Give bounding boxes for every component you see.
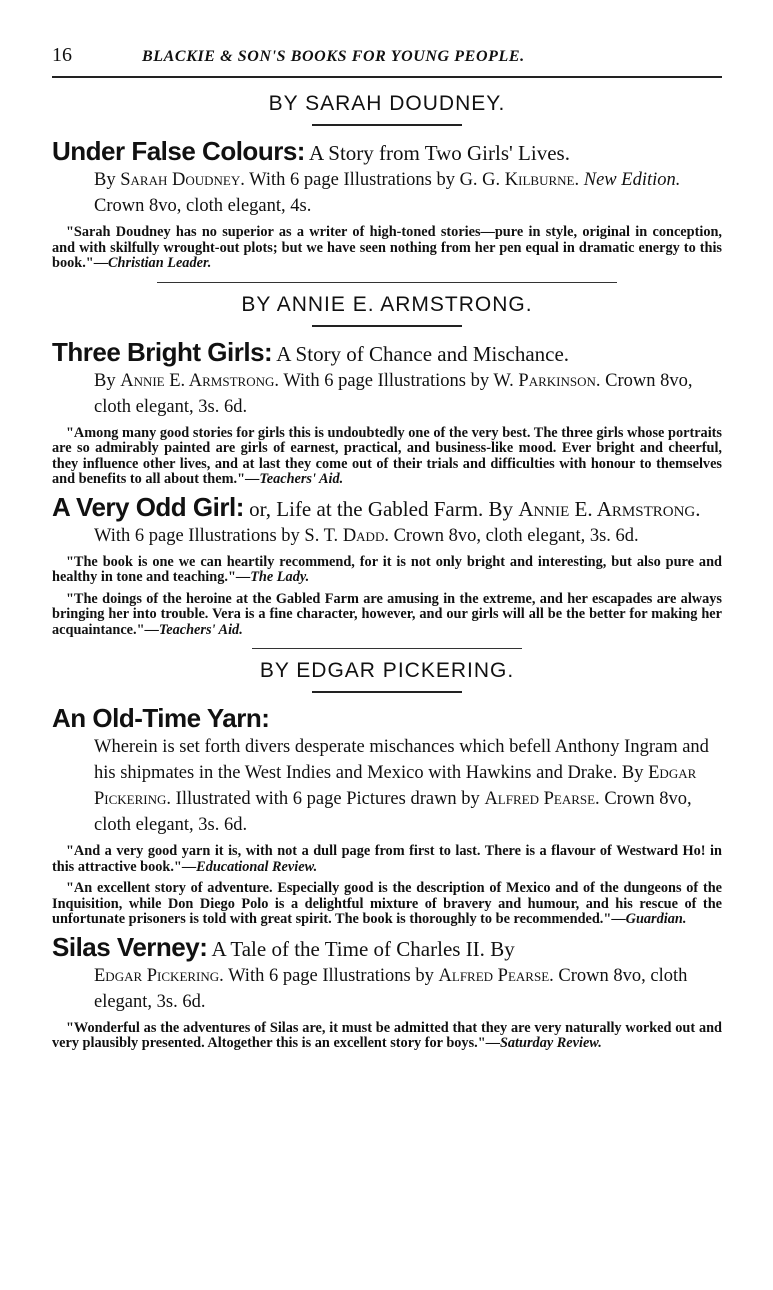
book-illustrator: Kilburne.	[504, 170, 580, 190]
review-quote: "An excellent story of adventure. Especially good is the description of Mexico and of the dungeons of the Inquisition, while Don Diego Polo is a delightful mixture of bravery and humour, and his rescue of the unfortunate prisoners is told with great spirit. The book is thoroughly to be recommended."—Guardian.	[52, 880, 722, 927]
book-details: Edgar Pickering. With 6 page Illustrations by Alfred Pearse. Crown 8vo, cloth elegant, 3s. 6d.	[94, 965, 688, 1012]
review-source: Guardian.	[625, 911, 687, 927]
book-author: Edgar Pickering.	[94, 763, 697, 809]
author-heading: BY ANNIE E. ARMSTRONG.	[241, 292, 533, 316]
author-heading: BY SARAH DOUDNEY.	[268, 92, 506, 115]
book-entry	[52, 138, 722, 272]
book-subtitle: A Story of Chance and Mischance.	[276, 341, 570, 366]
book-illustrator: Parkinson.	[518, 370, 601, 391]
book-author: Edgar Pickering.	[94, 965, 224, 986]
section-divider	[157, 282, 617, 283]
running-title: BLACKIE & SON'S BOOKS FOR YOUNG PEOPLE.	[142, 48, 525, 65]
page-header	[52, 44, 722, 74]
header-rule	[52, 76, 722, 78]
review-source: Educational Review.	[196, 858, 318, 875]
book-title: An Old-Time Yarn:	[52, 703, 270, 733]
review-quote: "And a very good yarn it is, with not a dull page from first to last. There is a flavour of Westward Ho! in this attractive book."—Educational Review.	[52, 843, 722, 875]
book-entry: A Very Odd Girl: or, Life at the Gabled Farm. By Annie E. Armstrong. With 6 page Illustrations by S. T. Dadd. Crown 8vo, cloth elegant, 3s. 6d. "The book is one we can heartily recommend, for it is not only bright and interesting, but also pure and healthy in tone and teaching."—The Lady. "The doings of the heroine at the Gabled Farm are amusing in the extreme, and her escapades are always bringing her into trouble. Vera is a fine character, however, and our girls will all be the better for making her acquaintance."—Teachers' Aid.	[52, 491, 722, 638]
review-source: Teachers' Aid.	[259, 471, 344, 487]
book-details: With 6 page Illustrations by S. T. Dadd. Crown 8vo, cloth elegant, 3s. 6d.	[94, 525, 639, 546]
book-details: By Sarah Doudney. With 6 page Illustrations by G. G. Kilburne. New Edition. Crown 8vo, cloth elegant, 4s.	[94, 170, 681, 216]
book-entry: Silas Verney: A Tale of the Time of Charles II. By Edgar Pickering. With 6 page Illustrations by Alfred Pearse. Crown 8vo, cloth elegant, 3s. 6d. "Wonderful as the adventures of Silas are, it must be admitted that they are very naturally worked out and very plausibly presented. Altogether this is an excellent story for boys."—Saturday Review.	[52, 931, 722, 1051]
book-author: Sarah Doudney.	[120, 170, 245, 190]
book-format-price: Crown 8vo, cloth elegant, 3s. 6d.	[94, 965, 688, 1012]
review-source: Teachers' Aid.	[158, 621, 243, 638]
book-title: Under False Colours:	[52, 136, 305, 166]
book-author: Annie E. Armstrong.	[518, 496, 701, 521]
book-illustrator: Dadd.	[342, 525, 389, 546]
book-entry	[52, 336, 722, 488]
book-details: Wherein is set forth divers desperate mischances which befell Anthony Ingram and his shipmates in the West Indies and Mexico with Hawkins and Drake. By Edgar Pickering. Illustrated with 6 page Pictures drawn by Alfred Pearse. Crown 8vo, cloth elegant, 3s. 6d.	[94, 737, 709, 835]
page-number: 16	[52, 44, 72, 66]
author-section	[52, 293, 722, 639]
author-heading: BY EDGAR PICKERING.	[259, 659, 515, 682]
review-quote: "The doings of the heroine at the Gabled Farm are amusing in the extreme, and her escapades are always bringing her into trouble. Vera is a fine character, however, and our girls will all be the better for making her acquaintance."—Teachers' Aid.	[52, 590, 722, 638]
book-format-price: Crown 8vo, cloth elegant, 3s. 6d.	[94, 370, 693, 417]
author-section	[52, 92, 722, 272]
section-divider	[252, 648, 522, 649]
book-author: Annie E. Armstrong.	[120, 370, 280, 391]
book-subtitle: A Tale of the Time of Charles II.	[211, 936, 485, 961]
book-illustrator: Alfred Pearse.	[438, 965, 554, 986]
heading-rule	[312, 691, 462, 693]
book-subtitle: A Story from Two Girls' Lives.	[309, 141, 570, 165]
book-subtitle: Wherein is set forth divers desperate mischances which befell Anthony Ingram and his shipmates in the West Indies and Mexico with Hawkins and Drake.	[94, 737, 709, 783]
book-entry	[52, 705, 722, 928]
book-subtitle: or, Life at the Gabled Farm.	[249, 496, 484, 521]
review-source: Christian Leader.	[108, 255, 212, 271]
book-title: Three Bright Girls:	[52, 336, 273, 367]
review-source: The Lady.	[250, 569, 310, 585]
book-title: A Very Odd Girl:	[52, 491, 244, 522]
book-format-price: Crown 8vo, cloth elegant, 4s.	[94, 196, 312, 216]
review-quote: "Among many good stories for girls this is undoubtedly one of the very best. The three girls whose portraits are so admirably painted are girls of earnest, practical, and business-like mood. Ever bright and cheerful, they influence other lives, and at last they come out of their trials and difficulties with honour to themselves and benefits to all about them."—Teachers' Aid.	[52, 424, 722, 487]
review-quote: "Sarah Doudney has no superior as a writer of high-toned stories—pure in style, original in conception, and with skilfully wrought-out plots; but we have seen nothing from her pen equal in dramatic energy to this book."—Christian Leader.	[52, 224, 722, 271]
review-quote: "Wonderful as the adventures of Silas are, it must be admitted that they are very naturally worked out and very plausibly presented. Altogether this is an excellent story for boys."—Saturday Review.	[52, 1019, 722, 1051]
book-edition: New Edition.	[583, 170, 681, 190]
review-quote: "The book is one we can heartily recommend, for it is not only bright and interesting, but also pure and healthy in tone and teaching."—The Lady.	[52, 553, 722, 585]
book-format-price: Crown 8vo, cloth elegant, 3s. 6d.	[393, 525, 639, 546]
book-format-price: Crown 8vo, cloth elegant, 3s. 6d.	[94, 789, 692, 835]
author-section	[52, 659, 722, 1052]
book-details: By Annie E. Armstrong. With 6 page Illustrations by W. Parkinson. Crown 8vo, cloth elegant, 3s. 6d.	[94, 370, 693, 417]
heading-rule	[312, 325, 462, 327]
book-title: Silas Verney:	[52, 931, 208, 962]
review-source: Saturday Review.	[499, 1035, 602, 1051]
book-illustrator: Alfred Pearse.	[484, 789, 600, 809]
catalogue-page	[52, 44, 722, 1058]
heading-rule	[312, 124, 462, 126]
